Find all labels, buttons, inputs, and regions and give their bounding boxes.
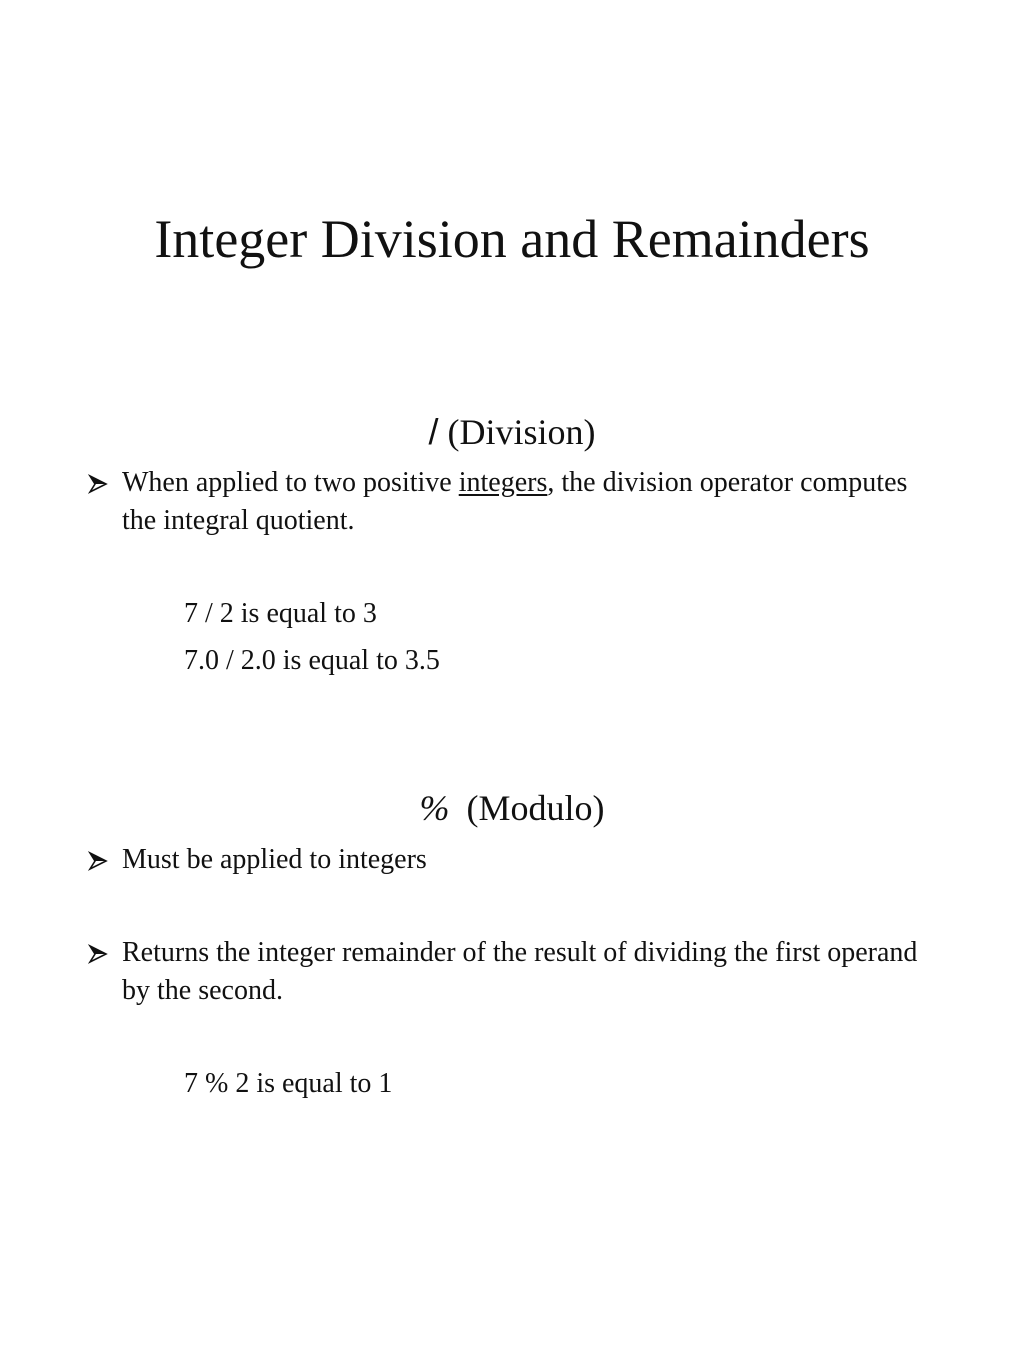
modulo-heading [0,786,1024,830]
arrowhead-bullet-icon [88,474,108,494]
slide-title: Integer Division and Remainders [154,209,870,269]
division-bullet-text-after: , the division operator computes the integral quotient. [122,467,908,536]
arrowhead-bullet-icon [88,944,108,964]
division-bullet-text-before: When applied to two positive [122,467,459,498]
modulo-bullet-1-text: Must be applied to integers [122,844,427,875]
modulo-label: (Modulo) [466,788,605,828]
division-example-2: 7.0 / 2.0 is equal to 3.5 [184,645,440,676]
modulo-symbol: % [419,788,450,828]
division-label: (Division) [447,412,596,452]
modulo-bullet-2 [88,934,948,1010]
division-example-1: 7 / 2 is equal to 3 [184,598,377,629]
modulo-bullet-2-text: Returns the integer remainder of the result of dividing the first operand by the second. [122,937,918,1006]
modulo-example-1: 7 % 2 is equal to 1 [184,1068,393,1099]
modulo-bullet-1 [88,841,948,879]
division-heading [0,410,1024,454]
division-symbol: / [428,411,439,452]
arrowhead-bullet-icon [88,851,108,871]
division-bullet [88,464,948,540]
division-bullet-underlined: integers [458,467,548,498]
